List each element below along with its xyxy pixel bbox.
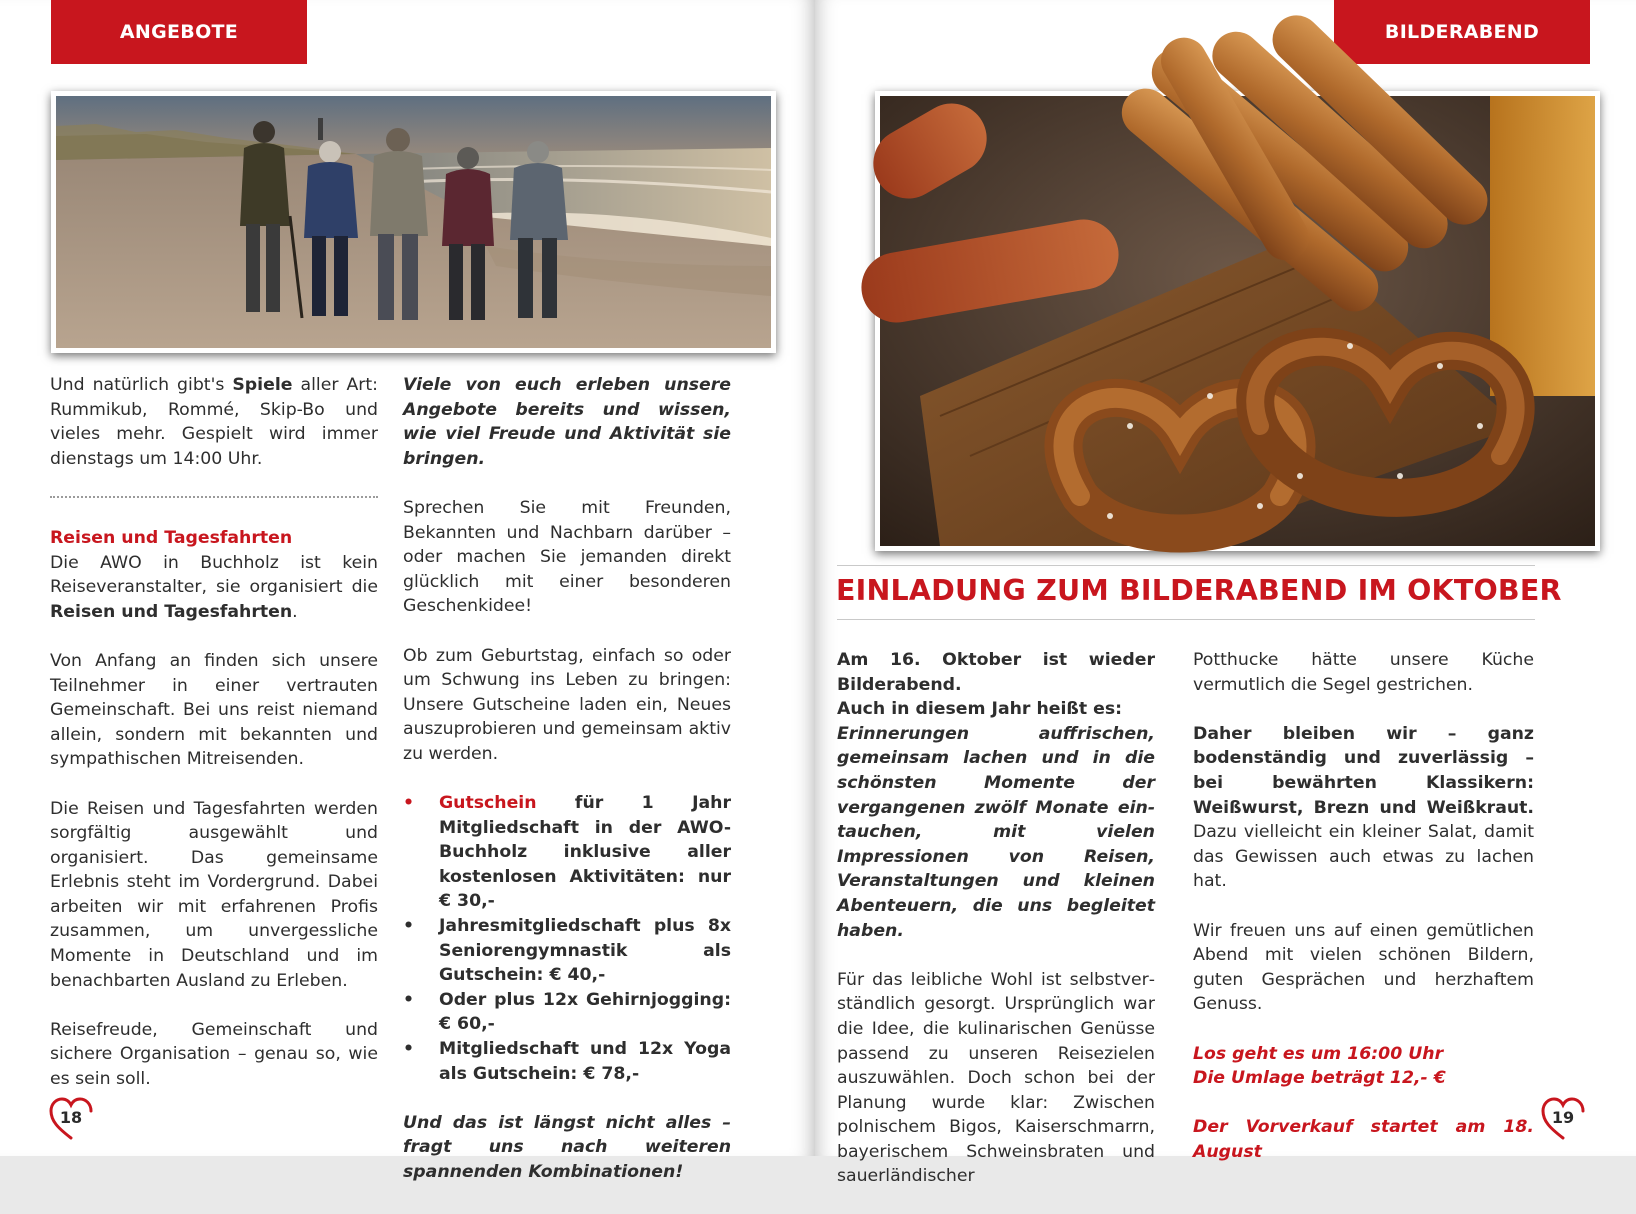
- event-subline: Auch in diesem Jahr heißt es:: [837, 699, 1123, 720]
- voucher-outro: Und das ist längst nicht alles – fragt uns nach weiteren spannenden Kombinationen!: [403, 1112, 731, 1182]
- left-column-1: [50, 373, 378, 1116]
- presale-info: Der Vorverkauf startet am 18. August: [1193, 1117, 1534, 1162]
- sausages-pretzels-photo: [875, 91, 1600, 551]
- event-description: Erinnerungen auffrischen, gemeinsam lachen und in die schönsten Momente der vergangenen zwölf Monate eintauchen, mit vielen Impressionen von Reisen, Veranstaltungen und kleinen Abenteuern, die uns begleitet haben.: [837, 723, 1155, 941]
- voucher-item: • Oder plus 12x Gehirnjogging: € 60,-: [403, 988, 731, 1037]
- dotted-divider: [50, 496, 378, 498]
- voucher-list: [403, 791, 731, 1086]
- voucher-item: • Mitgliedschaft und 12x Yoga als Gutschein: € 78,-: [403, 1037, 731, 1086]
- right-column-2: [1193, 648, 1534, 1164]
- title-rule-top: [837, 565, 1535, 566]
- right-column-1: [837, 648, 1155, 1214]
- voucher-item: • Gutschein für 1 Jahr Mitgliedschaft in der AWO-Buchholz inklusive aller kostenlosen Aktivitäten: nur € 30,-: [403, 791, 731, 914]
- voucher-paragraph: Ob zum Geburtstag, einfach so oder um Schwung ins Leben zu bringen: Unsere Gutscheine laden ein, Neues auszuprobieren und gemeinsam aktiv zu werden.: [403, 645, 731, 764]
- voucher-item: • Jahresmitgliedschaft plus 8x Seniorengymnastik als Gutschein: € 40,-: [403, 914, 731, 988]
- event-date: Am 16. Oktober ist wieder Bilderabend.: [837, 650, 1155, 695]
- travel-intro-paragraph: Die AWO in Buchholz ist kein Reiseveranstalter, sie organisiert die Reisen und Tagesfahrten.: [50, 552, 378, 622]
- title-rule-bottom: [837, 619, 1535, 620]
- voucher-intro: Viele von euch erleben unsere Angebote bereits und wissen, wie viel Freude und Aktivität sie bringen.: [403, 375, 731, 469]
- beach-walk-photo: [51, 91, 776, 353]
- recommend-paragraph: Sprechen Sie mit Freunden, Bekannten und Nachbarn darüber – oder machen Sie jemanden direkt glücklich mit einer besonderen Geschenkidee!: [403, 497, 731, 617]
- page-number-left: 18: [48, 1096, 94, 1142]
- section-tab-angebote: ANGEBOTE: [51, 0, 307, 64]
- fee-info: Die Umlage beträgt 12,- €: [1193, 1068, 1446, 1089]
- page-left: [0, 0, 815, 1182]
- page-number-right: 19: [1540, 1096, 1586, 1142]
- closing-paragraph: Reisefreude, Gemeinschaft und sichere Organisation – genau so, wie es sein soll.: [50, 1019, 378, 1090]
- section-tab-bilderabend: BILDERABEND: [1334, 0, 1590, 64]
- closing-paragraph: Wir freuen uns auf einen gemütlichen Abend mit vielen schönen Bildern, guten Gesprächen und herzhaftem Genuss.: [1193, 920, 1534, 1015]
- catering-continued: Potthucke hätte unsere Küche vermutlich die Segel gestrichen.: [1193, 650, 1534, 695]
- left-column-2: [403, 373, 731, 1209]
- travel-heading: Reisen und Tagesfahrten: [50, 527, 293, 548]
- organisation-paragraph: Die Reisen und Tagesfahrten werden sorgfältig ausgewählt und organisiert. Das gemeinsame Erlebnis steht im Vordergrund. Dabei arbeiten wir mit erfahrenen Profis zusammen, um unvergessliche Momente in Deutschland und im benachbarten Ausland zu Erleben.: [50, 798, 378, 991]
- start-time: Los geht es um 16:00 Uhr: [1193, 1043, 1444, 1064]
- invitation-title: EINLADUNG ZUM BILDERABEND IM OKTOBER: [836, 574, 1562, 607]
- community-paragraph: Von Anfang an finden sich unsere Teilnehmer in einer vertrauten Gemeinschaft. Bei uns reist niemand allein, sondern mit bekannten und sympathischen Mitreisenden.: [50, 650, 378, 770]
- games-paragraph: Und natürlich gibt's Spiele aller Art: Rummikub, Rommé, Skip-Bo und vieles mehr. Gespielt wird immer dienstags um 14:00 Uhr.: [50, 375, 378, 469]
- menu-paragraph: Daher bleiben wir – ganz bodenständig und zuverlässig – bei bewährten Klassikern: Weißwurst, Brezn und Weißkraut. Dazu vielleicht ein kleiner Salat, damit das Gewissen auch etwas zu lachen hat.: [1193, 723, 1534, 892]
- page-right: [815, 0, 1636, 1187]
- catering-paragraph: Für das leibliche Wohl ist selbstverständlich gesorgt. Ursprünglich war die Idee, die kulinarischen Genüsse passend zu unseren Reisezielen auszuwählen. Doch schon bei der Planung wurde klar: Zwischen polnischem Bigos, Kaiserschmarrn, bayerischem Schweinsbraten und sauerländischer: [837, 969, 1155, 1187]
